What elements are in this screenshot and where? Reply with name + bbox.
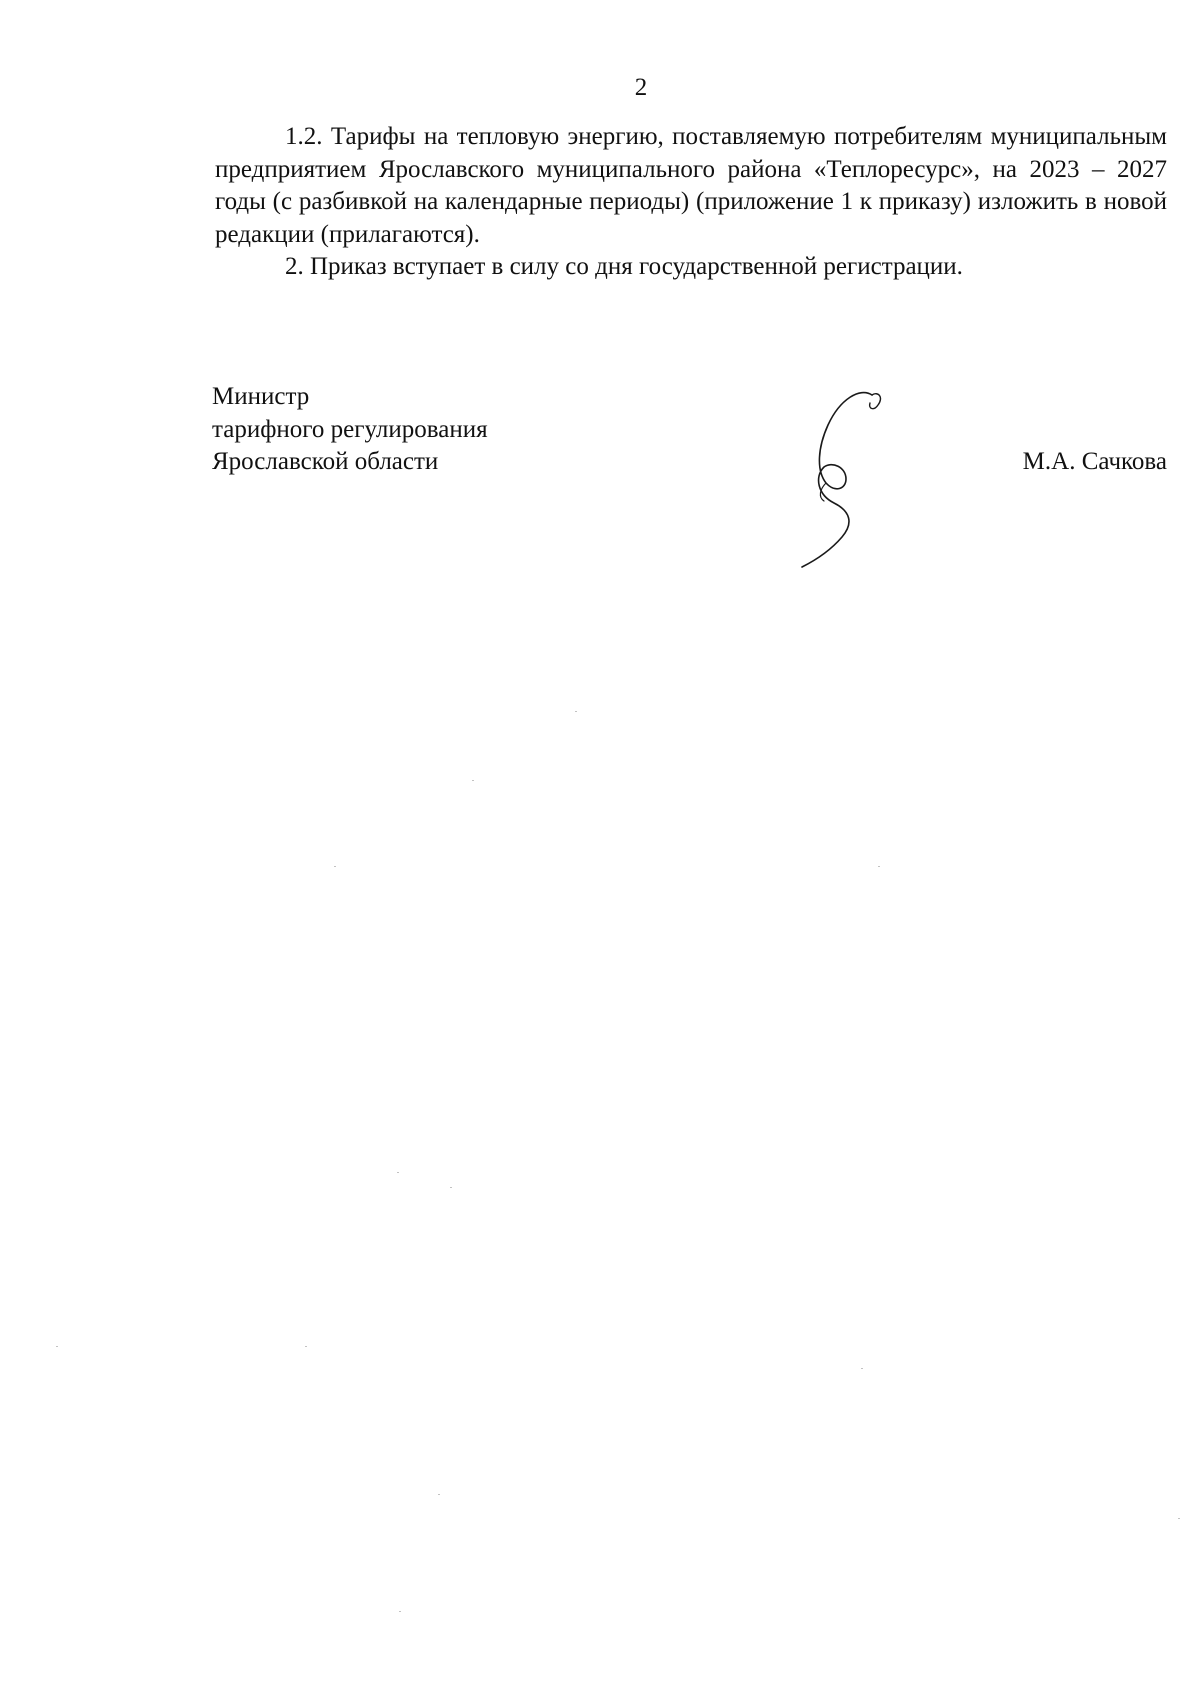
scan-speck xyxy=(56,1346,58,1347)
scan-speck xyxy=(450,1187,452,1188)
position-line: Ярославской области xyxy=(212,448,439,475)
scan-speck xyxy=(305,1346,307,1347)
signatory-name: М.А. Сачкова xyxy=(1022,448,1167,475)
document-body xyxy=(215,121,1167,284)
scan-speck xyxy=(861,1368,863,1369)
position-line: Министр xyxy=(212,383,310,410)
position-line: тарифного регулирования xyxy=(212,415,488,443)
scan-speck xyxy=(472,780,474,781)
scan-speck xyxy=(397,1172,399,1173)
scan-speck xyxy=(575,711,577,712)
page-number: 2 xyxy=(634,74,648,101)
scan-speck xyxy=(1178,1518,1180,1519)
paragraph-1-2: 1.2. Тарифы на тепловую энергию, поставляемую потребителям муниципальным предприятием Ярославского муниципального района «Теплоресурс», на 2023 – 2027 годы (с разбивкой на календарные периоды) (приложение 1 к приказу) изложить в новой редакции (прилагаются). xyxy=(215,123,1167,248)
scan-speck xyxy=(399,1611,401,1612)
scan-speck xyxy=(438,1494,440,1495)
paragraph-2: 2. Приказ вступает в силу со дня государственной регистрации. xyxy=(285,253,963,280)
scan-speck xyxy=(878,866,880,867)
handwritten-signature xyxy=(780,385,900,570)
scan-speck xyxy=(334,866,336,867)
signatory-position xyxy=(212,381,488,479)
